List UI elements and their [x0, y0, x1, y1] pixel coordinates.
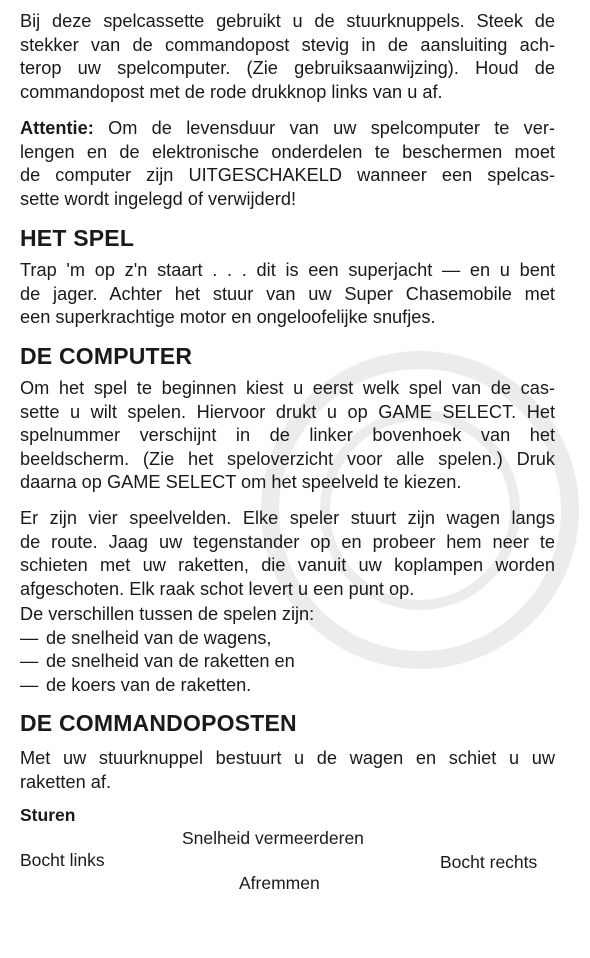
commandoposten-line: raketten af. — [20, 771, 111, 792]
list-intro: De verschillen tussen de spelen zijn: — [20, 604, 315, 624]
list-item-text: de koers van de raketten. — [46, 674, 252, 695]
list-item — [20, 650, 555, 674]
control-left-label: Bocht links — [20, 850, 105, 870]
control-up-label: Snelheid vermeerderen — [182, 828, 364, 848]
heading-de-commandoposten: DE COMMANDOPOSTEN — [20, 710, 297, 736]
computer-paragraph-2 — [20, 507, 555, 601]
list-dash: — — [20, 674, 39, 695]
computer-line: beeldscherm. (Zie het speloverzicht voor alle spelen.) Druk — [20, 448, 555, 469]
heading-het-spel: HET SPEL — [20, 225, 135, 251]
computer-line: schieten met uw raketten, die vanuit uw koplampen worden — [20, 555, 555, 575]
list-dash: — — [20, 651, 39, 671]
attention-line: sette wordt ingelegd of verwijderd! — [20, 188, 296, 209]
control-down-label: Afremmen — [239, 873, 320, 893]
list-dash: — — [20, 627, 39, 648]
attention-first-line: Om de levensduur van uw spelcomputer te ver- — [93, 118, 555, 138]
spel-paragraph — [20, 259, 555, 330]
computer-line: Om het spel te beginnen kiest u eerst welk spel van de cas- — [20, 378, 555, 398]
spel-line: een superkrachtige motor en ongeloofelijke snufjes. — [20, 307, 436, 327]
attention-line: lengen en de elektronische onderdelen te beschermen moet — [20, 141, 555, 162]
intro-line: Bij deze spelcassette gebruikt u de stuurknuppels. Steek de — [20, 11, 555, 31]
computer-line: sette u wilt spelen. Hiervoor drukt u op GAME SELECT. Het — [20, 401, 555, 422]
intro-line: terop uw spelcomputer. (Zie gebruiksaanwijzing). Houd de — [20, 58, 555, 78]
list-item-text: de snelheid van de raketten en — [46, 651, 295, 671]
spel-line: Trap 'm op z'n staart . . . dit is een superjacht — en u bent — [20, 260, 555, 280]
computer-line: daarna op GAME SELECT om het speelveld te kiezen. — [20, 472, 462, 492]
attention-line: de computer zijn UITGESCHAKELD wanneer een spelcas- — [20, 165, 555, 185]
computer-line: afgeschoten. Elk raak schot levert u een punt op. — [20, 578, 415, 599]
control-right-label: Bocht rechts — [440, 852, 538, 872]
intro-line: commandopost met de rode drukknop links van u af. — [20, 81, 443, 102]
list-item — [20, 674, 555, 698]
computer-paragraph-1 — [20, 377, 555, 495]
differences-list — [20, 603, 555, 697]
heading-de-computer: DE COMPUTER — [20, 343, 193, 369]
commandoposten-paragraph — [20, 747, 555, 794]
computer-line: spelnummer verschijnt in de linker bovenhoek van het — [20, 425, 555, 445]
list-item-text: de snelheid van de wagens, — [46, 627, 272, 648]
computer-line: Er zijn vier speelvelden. Elke speler stuurt zijn wagen langs — [20, 508, 555, 528]
subheading-sturen: Sturen — [20, 805, 76, 825]
list-item — [20, 627, 555, 651]
commandoposten-line: Met uw stuurknuppel bestuurt u de wagen en schiet u uw — [20, 748, 555, 768]
intro-paragraph — [20, 10, 555, 104]
attention-paragraph — [20, 117, 555, 211]
attention-label: Attentie: — [20, 118, 94, 138]
attention-line — [20, 117, 555, 141]
intro-line: stekker van de commandopost stevig in de aansluiting ach- — [20, 34, 555, 55]
computer-line: de route. Jaag uw tegenstander op en probeer hem neer te — [20, 531, 555, 552]
spel-line: de jager. Achter het stuur van uw Super Chasemobile met — [20, 283, 555, 304]
